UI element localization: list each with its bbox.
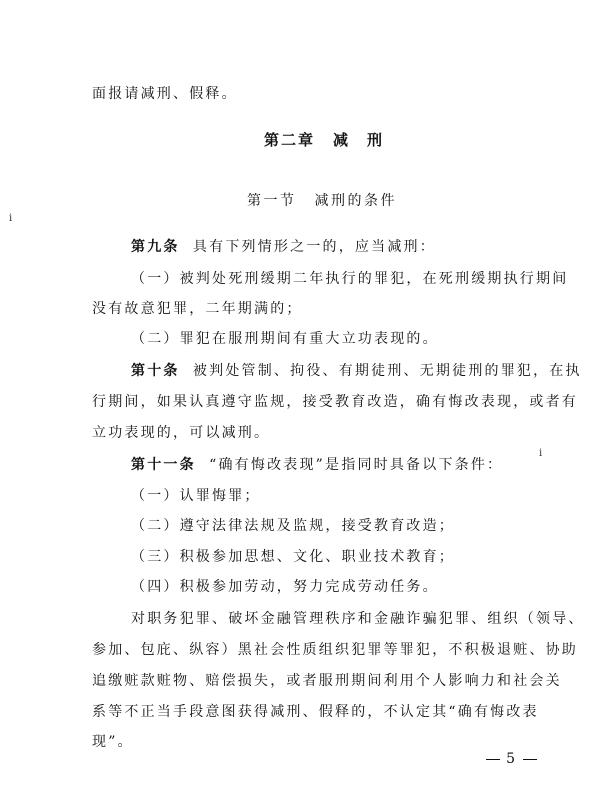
article-10-line-3: 立功表现的，可以减刑。 [92,425,271,441]
scan-mark-left: ⅰ [9,213,13,224]
article-10-label: 第十条 [131,363,180,379]
article-11-heading [131,457,503,473]
scan-mark-right: ⅰ [539,448,543,459]
article-10-line-1 [131,363,582,379]
article-9-heading [131,239,436,255]
article-10-text: 被判处管制、拘役、有期徒刑、无期徒刑的罪犯，在执 [192,363,582,379]
paragraph-line-1: 对职务犯罪、破坏金融管理秩序和金融诈骗犯罪、组织（领导、 [131,611,585,627]
footer-dash-right [523,759,537,760]
article-11-text: “确有悔改表现”是指同时具备以下条件： [209,457,504,473]
article-9-text: 具有下列情形之一的，应当减刑： [192,239,436,255]
continuation-line: 面报请减刑、假释。 [92,86,238,102]
chapter-title [264,132,384,148]
article-9-item-2: （二）罪犯在服刑期间有重大立功表现的。 [131,331,439,347]
article-11-label: 第十一条 [131,457,196,473]
article-11-item-1: （一）认罪悔罪； [131,488,261,504]
footer-dash-left [486,759,500,760]
paragraph-line-3: 追缴赃款赃物、赔偿损失，或者服刑期间利用个人影响力和社会关 [92,673,562,689]
article-11-item-3: （三）积极参加思想、文化、职业技术教育； [131,549,455,565]
article-9-item-1-line-1: （一）被判处死刑缓期二年执行的罪犯，在死刑缓期执行期间 [131,271,569,287]
section-name: 减刑的条件 [314,193,397,209]
page-number: 5 [506,751,517,767]
chapter-name: 减 刑 [333,131,385,149]
paragraph-line-2: 参加、包庇、纵容）黑社会性质组织犯罪等罪犯，不积极退赃、协助 [92,642,578,658]
paragraph-line-5: 现”。 [92,734,134,750]
article-11-item-4: （四）积极参加劳动，努力完成劳动任务。 [131,579,439,595]
paragraph-line-4: 系等不正当手段意图获得减刑、假释的，不认定其“确有悔改表 [92,704,539,720]
page-number-footer [480,751,543,767]
section-title [247,193,397,209]
section-number: 第一节 [247,193,297,209]
article-11-item-2: （二）遵守法律法规及监规，接受教育改造； [131,518,455,534]
chapter-number: 第二章 [264,131,316,149]
article-9-item-1-line-2: 没有故意犯罪，二年期满的； [92,301,303,317]
article-10-line-2: 行期间，如果认真遵守监规，接受教育改造，确有悔改表现，或者有 [92,394,578,410]
article-9-label: 第九条 [131,239,180,255]
